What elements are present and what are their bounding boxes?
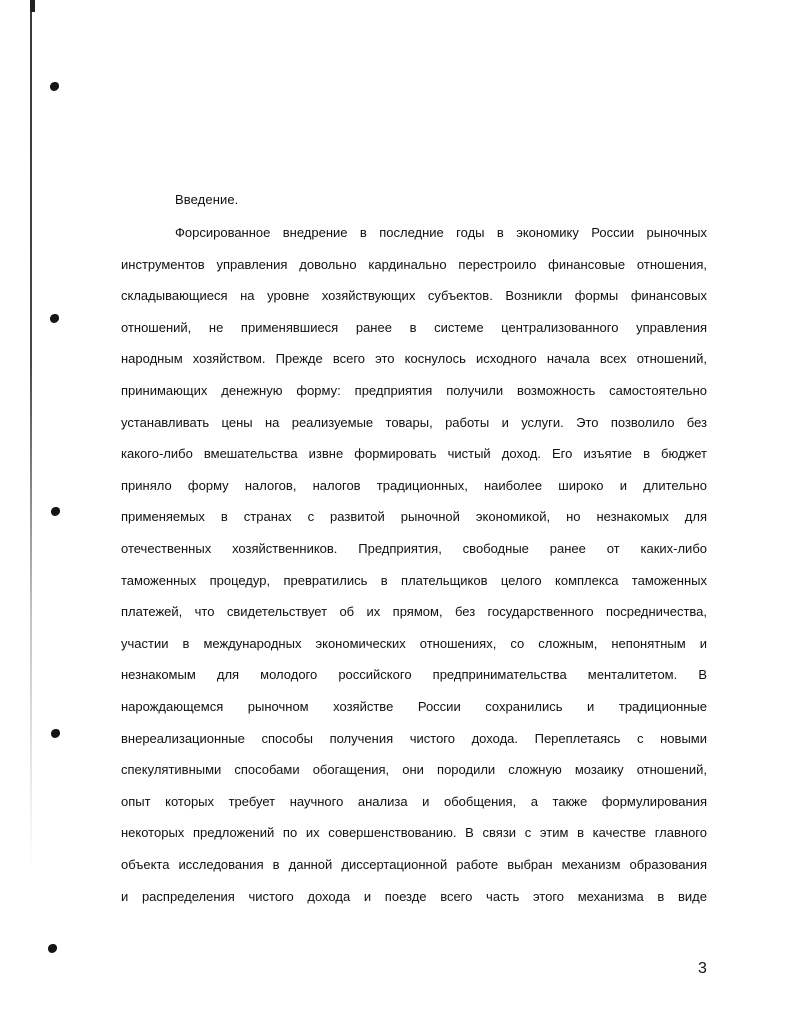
text-line: инструментов управления довольно кардинально перестроило финансовые отношения, — [121, 256, 707, 272]
binding-edge-line — [30, 0, 32, 1024]
binding-edge-mark — [30, 0, 35, 12]
section-heading: Введение. — [175, 192, 239, 207]
text-line: спекулятивными способами обогащения, они породили сложную мозаику отношений, — [121, 762, 707, 778]
text-line: нарождающемся рыночном хозяйстве России сохранились и традиционные — [121, 699, 707, 714]
text-line: таможенных процедур, превратились в плательщиков целого комплекса таможенных — [121, 572, 707, 588]
text-line: принимающих денежную форму: предприятия получили возможность самостоятельно — [121, 383, 707, 398]
text-line: отношений, не применявшиеся ранее в системе централизованного управления — [121, 319, 707, 335]
text-line: народным хозяйством. Прежде всего это коснулось исходного начала всех отношений, — [121, 351, 707, 367]
page-number: 3 — [698, 960, 707, 977]
text-line: внереализационные способы получения чистого дохода. Переплетаясь с новыми — [121, 730, 707, 746]
punch-hole-mark — [51, 729, 60, 738]
text-line: складывающиеся на уровне хозяйствующих субъектов. Возникли формы финансовых — [121, 288, 707, 304]
text-line: и распределения чистого дохода и поезде всего часть этого механизма в виде — [121, 888, 707, 904]
text-line: платежей, что свидетельствует об их прямом, без государственного посредничества, — [121, 604, 707, 620]
text-line: какого-либо вмешательства извне формировать чистый доход. Его изъятие в бюджет — [121, 446, 707, 462]
text-line: отечественных хозяйственников. Предприятия, свободные ранее от каких-либо — [121, 541, 707, 556]
text-line: приняло форму налогов, налогов традиционных, наиболее широко и длительно — [121, 477, 707, 493]
punch-hole-mark — [51, 507, 60, 516]
text-line: опыт которых требует научного анализа и обобщения, а также формулирования — [121, 793, 707, 809]
punch-hole-mark — [50, 314, 59, 323]
text-line: объекта исследования в данной диссертационной работе выбран механизм образования — [121, 857, 707, 872]
text-line: Форсированное внедрение в последние годы в экономику России рыночных — [175, 225, 707, 240]
text-line: некоторых предложений по их совершенствованию. В связи с этим в качестве главного — [121, 825, 707, 841]
punch-hole-mark — [50, 82, 59, 91]
text-line: незнакомым для молодого российского предпринимательства менталитетом. В — [121, 667, 707, 683]
punch-hole-mark — [48, 944, 57, 953]
text-line: применяемых в странах с развитой рыночной экономикой, но незнакомых для — [121, 509, 707, 525]
text-line: устанавливать цены на реализуемые товары, работы и услуги. Это позволило без — [121, 414, 707, 430]
text-line: участии в международных экономических отношениях, со сложным, непонятным и — [121, 635, 707, 651]
